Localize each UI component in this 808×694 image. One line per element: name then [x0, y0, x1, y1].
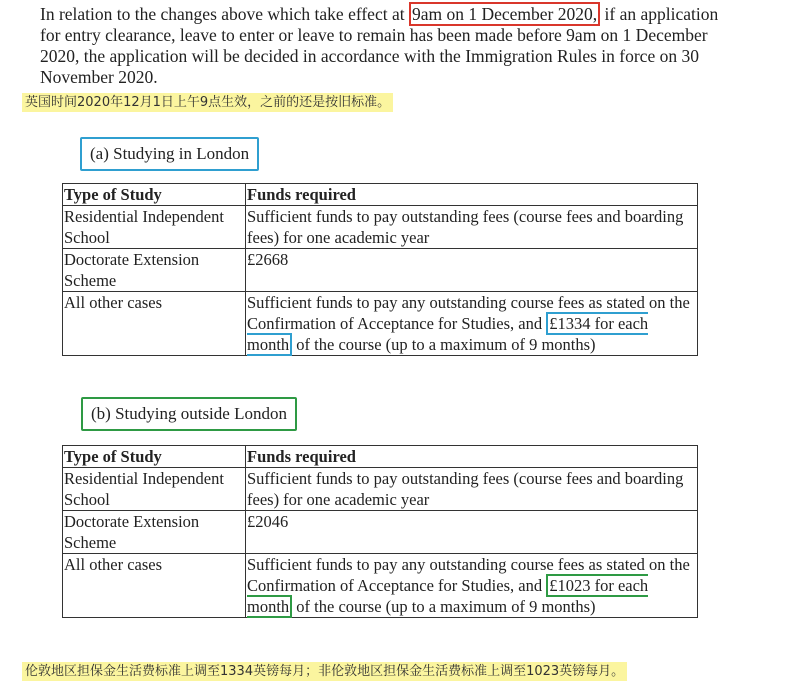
row-funds: £2668	[246, 249, 698, 292]
outside-london-funds-table	[62, 445, 698, 618]
intro-paragraph	[40, 4, 740, 88]
funds-text-post: of the course (up to a maximum of 9 months)	[292, 335, 596, 354]
row-funds: £2046	[246, 511, 698, 554]
note-top: 英国时间2020年12月1日上午9点生效，之前的还是按旧标准。	[22, 93, 393, 112]
row-type: Residential Independent School	[63, 206, 246, 249]
row-funds: Sufficient funds to pay outstanding fees (course fees and boarding fees) for one academic year	[246, 468, 698, 511]
funds-text-pre: Sufficient funds to pay any outstanding course fees as stated on the Confirmation of Acceptance for Studies, and	[247, 555, 690, 595]
row-type: Doctorate Extension Scheme	[63, 249, 246, 292]
note-bottom: 伦敦地区担保金生活费标准上调至1334英镑每月；非伦敦地区担保金生活费标准上调至1023英镑每月。	[22, 662, 627, 681]
effective-date-highlight: 9am on 1 December 2020,	[409, 2, 600, 26]
intro-pre: In relation to the changes above which take effect at	[40, 4, 409, 24]
table-row	[63, 511, 698, 554]
row-funds	[246, 554, 698, 618]
table-row	[63, 292, 698, 356]
section-b-heading: (b) Studying outside London	[81, 397, 297, 431]
header-funds: Funds required	[246, 446, 698, 468]
row-type: All other cases	[63, 554, 246, 618]
row-funds: Sufficient funds to pay outstanding fees (course fees and boarding fees) for one academic year	[246, 206, 698, 249]
london-monthly-highlight: £1334 for each month	[247, 314, 649, 354]
funds-text-post: of the course (up to a maximum of 9 months)	[292, 597, 596, 616]
london-funds-table	[62, 183, 698, 356]
funds-text-pre: Sufficient funds to pay any outstanding course fees as stated on the Confirmation of Acceptance for Studies, and	[247, 293, 690, 333]
table-row	[63, 206, 698, 249]
header-funds: Funds required	[246, 184, 698, 206]
table-row	[63, 554, 698, 618]
table-header-row	[63, 184, 698, 206]
row-type: Residential Independent School	[63, 468, 246, 511]
header-type: Type of Study	[63, 446, 246, 468]
row-type: All other cases	[63, 292, 246, 356]
table-row	[63, 468, 698, 511]
intro-post: if an application for entry clearance, leave to enter or leave to remain has been made before 9am on 1 December 2020, the application will be decided in accordance with the Immigration Rules in force on 30 November 2020.	[40, 4, 719, 87]
table-header-row	[63, 446, 698, 468]
outside-london-monthly-highlight: £1023 for each month	[247, 576, 649, 616]
section-a-heading: (a) Studying in London	[80, 137, 259, 171]
table-row	[63, 249, 698, 292]
row-type: Doctorate Extension Scheme	[63, 511, 246, 554]
header-type: Type of Study	[63, 184, 246, 206]
row-funds	[246, 292, 698, 356]
